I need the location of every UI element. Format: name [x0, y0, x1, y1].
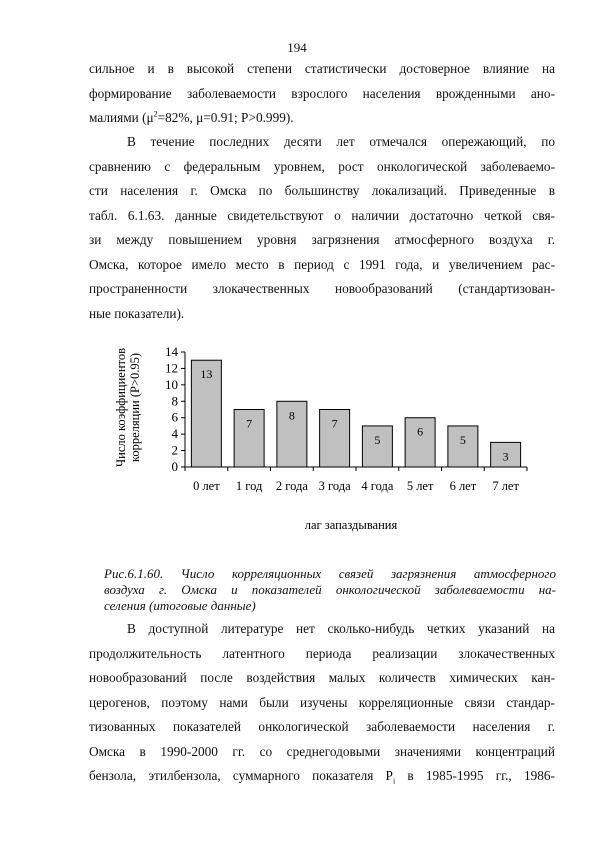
y-tick-label: 8 [171, 393, 178, 409]
y-tick-label: 14 [165, 344, 178, 359]
bar-value-label: 13 [200, 367, 213, 382]
caption-line: воздуха г. Омска и показателей онкологической заболеваемости на- [104, 582, 556, 597]
x-tick-label: 2 года [275, 479, 308, 493]
x-axis-title: лаг запаздывания [304, 518, 398, 532]
caption-line: Рис.6.1.60. Число корреляционных связей загрязнения атмосферного [104, 566, 556, 581]
text-line: бензола, этилбензола, суммарного показателя $P_i$ в 1985-1995 гг., 1986- [89, 768, 555, 786]
text-line: Омска, которое имело место в период с 1991 года, и увеличением рас- [89, 256, 555, 272]
x-tick-label: 1 год [235, 479, 263, 493]
y-axis-title: Число коэффициентов [114, 348, 128, 467]
text-line: церогенов, поэтому нами были изучены корреляционные связи стандар- [89, 694, 555, 710]
y-tick-label: 12 [165, 360, 178, 376]
text-line: Омска в 1990-2000 гг. со среднегодовыми значениями концентраций [89, 743, 555, 759]
bar-value-label: 8 [288, 408, 295, 423]
text-line: табл. 6.1.63. данные свидетельствуют о наличии достаточно четкой свя- [89, 207, 555, 223]
x-tick-label: 4 года [361, 479, 394, 493]
y-axis-title: корреляции (P>0.95) [128, 352, 142, 463]
text-line: В доступной литературе нет сколько-нибудь четких указаний на [127, 621, 555, 636]
x-tick-label: 6 лет [449, 479, 477, 493]
text-line: новообразований после воздействия малых количеств химических кан- [89, 670, 555, 685]
x-tick-label: 3 года [318, 479, 351, 493]
page-number: 194 [287, 40, 307, 55]
x-tick-label: 0 лет [193, 479, 220, 493]
bar-value-label: 6 [417, 424, 424, 439]
text-line: ные показатели). [89, 305, 185, 321]
text-line: пространенности злокачественных новообразований (стандартизован- [89, 281, 555, 296]
text-line: продолжительность латентного периода реализации злокачественных [89, 645, 555, 661]
y-tick-label: 10 [165, 376, 178, 392]
bar-value-label: 7 [331, 416, 338, 431]
paragraph-1 [89, 130, 555, 326]
text-line: сти населения г. Омска по большинству локализаций. Приведенные в [89, 183, 555, 198]
caption-line: селения (итоговые данные) [104, 598, 256, 613]
bar-chart [100, 335, 540, 540]
x-tick-label: 5 лет [406, 479, 434, 493]
paragraph-2 [89, 617, 555, 789]
text-line: зи между повышением уровня загрязнения атмосферного воздуха г. [89, 232, 555, 247]
bar-value-label: 5 [459, 432, 466, 447]
text-line: тизованных показателей онкологической заболеваемости населения г. [89, 719, 555, 734]
bar-value-label: 7 [246, 416, 253, 431]
bar-value-label: 5 [374, 432, 381, 447]
y-tick-label: 0 [171, 459, 178, 474]
figure-caption [104, 566, 556, 614]
text-line: формирование заболеваемости взрослого населения врожденными ано- [89, 85, 555, 101]
y-tick-label: 6 [171, 409, 178, 425]
y-tick-label: 4 [171, 426, 178, 442]
text-line: малиями ($\mu^2=82\%$, μ=0.91; P>0.999). [89, 109, 294, 125]
text-line: В течение последних десяти лет отмечался опережающий, по [127, 134, 555, 149]
text-line: сравнению с федеральным уровнем, рост онкологической заболеваемо- [89, 158, 555, 174]
intro-paragraph [89, 57, 555, 131]
y-tick-label: 2 [171, 442, 178, 458]
text-line: сильное и в высокой степени статистически достоверное влияние на [89, 61, 555, 76]
x-tick-label: 7 лет [492, 479, 519, 493]
bar-value-label: 3 [502, 449, 509, 464]
